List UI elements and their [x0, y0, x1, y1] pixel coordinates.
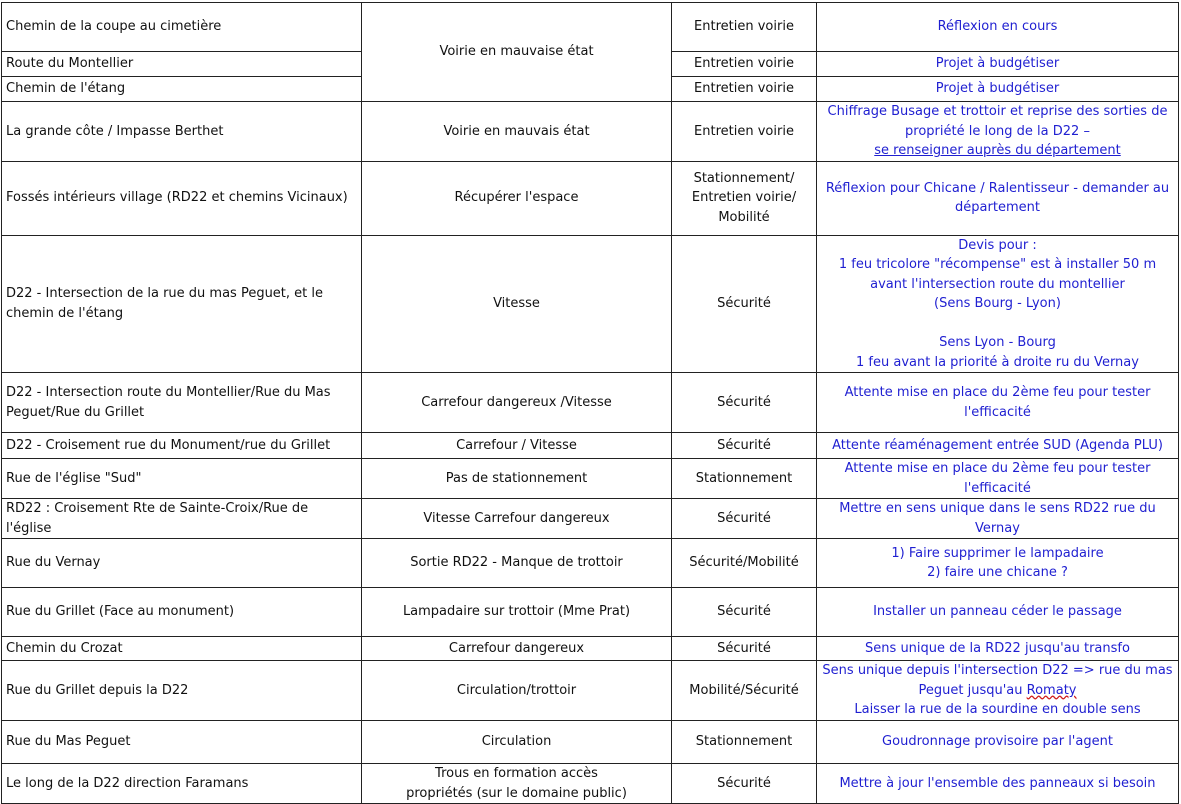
- action-cell: Sens unique depuis l'intersection D22 => rue du mas Peguet jusqu'au Romaty Laisser la rue de la sourdine en double sens: [817, 661, 1179, 721]
- location-cell: La grande côte / Impasse Berthet: [2, 102, 362, 162]
- action-cell: Mettre à jour l'ensemble des panneaux si besoin: [817, 764, 1179, 804]
- location-cell: Rue du Grillet depuis la D22: [2, 661, 362, 721]
- category-cell: Sécurité: [672, 499, 817, 539]
- category-cell: Sécurité: [672, 373, 817, 433]
- issue-cell: Vitesse: [362, 235, 672, 373]
- category-cell: Sécurité: [672, 235, 817, 373]
- action-cell: Réflexion pour Chicane / Ralentisseur - demander au département: [817, 161, 1179, 235]
- action-cell: Attente réaménagement entrée SUD (Agenda PLU): [817, 433, 1179, 459]
- issue-cell: Carrefour / Vitesse: [362, 433, 672, 459]
- table-row: [2, 764, 1179, 804]
- issue-cell: Sortie RD22 - Manque de trottoir: [362, 539, 672, 588]
- issue-cell-merged: Voirie en mauvaise état: [362, 3, 672, 102]
- table-row: [2, 373, 1179, 433]
- action-cell: Projet à budgétiser: [817, 52, 1179, 77]
- category-cell: Sécurité: [672, 433, 817, 459]
- table-row: [2, 102, 1179, 162]
- location-cell: Route du Montellier: [2, 52, 362, 77]
- location-cell: Fossés intérieurs village (RD22 et chemins Vicinaux): [2, 161, 362, 235]
- location-cell: Chemin de l'étang: [2, 77, 362, 102]
- category-cell: Entretien voirie: [672, 52, 817, 77]
- issue-cell: Trous en formation accès propriétés (sur le domaine public): [362, 764, 672, 804]
- table-row: [2, 433, 1179, 459]
- action-cell: Sens unique de la RD22 jusqu'au transfo: [817, 637, 1179, 661]
- location-cell: Le long de la D22 direction Faramans: [2, 764, 362, 804]
- table-row: [2, 235, 1179, 373]
- spellcheck-word: Romaty: [1026, 682, 1077, 698]
- category-cell: Entretien voirie: [672, 102, 817, 162]
- issue-cell: Circulation: [362, 721, 672, 764]
- location-cell: Rue de l'église "Sud": [2, 459, 362, 499]
- category-cell: Entretien voirie: [672, 77, 817, 102]
- category-cell: Stationnement: [672, 721, 817, 764]
- location-cell: D22 - Intersection de la rue du mas Peguet, et le chemin de l'étang: [2, 235, 362, 373]
- category-cell: Sécurité: [672, 637, 817, 661]
- category-cell: Sécurité: [672, 764, 817, 804]
- action-cell: Mettre en sens unique dans le sens RD22 rue du Vernay: [817, 499, 1179, 539]
- location-cell: D22 - Intersection route du Montellier/Rue du Mas Peguet/Rue du Grillet: [2, 373, 362, 433]
- action-cell: Réflexion en cours: [817, 3, 1179, 52]
- category-cell: Sécurité/Mobilité: [672, 539, 817, 588]
- category-cell: Stationnement: [672, 459, 817, 499]
- road-issues-table: [1, 2, 1179, 804]
- action-cell: Projet à budgétiser: [817, 77, 1179, 102]
- category-cell: Sécurité: [672, 588, 817, 637]
- location-cell: Chemin de la coupe au cimetière: [2, 3, 362, 52]
- issue-cell: Voirie en mauvais état: [362, 102, 672, 162]
- action-cell: Goudronnage provisoire par l'agent: [817, 721, 1179, 764]
- issue-cell: Vitesse Carrefour dangereux: [362, 499, 672, 539]
- issue-cell: Pas de stationnement: [362, 459, 672, 499]
- location-cell: Rue du Vernay: [2, 539, 362, 588]
- table-row: [2, 459, 1179, 499]
- location-cell: Rue du Grillet (Face au monument): [2, 588, 362, 637]
- table-row: [2, 539, 1179, 588]
- table-row: [2, 161, 1179, 235]
- location-cell: Chemin du Crozat: [2, 637, 362, 661]
- category-cell: Mobilité/Sécurité: [672, 661, 817, 721]
- category-cell: Stationnement/ Entretien voirie/ Mobilité: [672, 161, 817, 235]
- issue-cell: Carrefour dangereux: [362, 637, 672, 661]
- action-cell: Devis pour : 1 feu tricolore "récompense" est à installer 50 m avant l'intersection route du montellier (Sens Bourg - Lyon) Sens Lyon - Bourg 1 feu avant la priorité à droite ru du Vernay: [817, 235, 1179, 373]
- table-row: [2, 3, 1179, 52]
- table-row: [2, 637, 1179, 661]
- table-row: [2, 499, 1179, 539]
- location-cell: RD22 : Croisement Rte de Sainte-Croix/Rue de l'église: [2, 499, 362, 539]
- issue-cell: Lampadaire sur trottoir (Mme Prat): [362, 588, 672, 637]
- action-cell: Installer un panneau céder le passage: [817, 588, 1179, 637]
- action-cell: Attente mise en place du 2ème feu pour tester l'efficacité: [817, 373, 1179, 433]
- action-cell: Chiffrage Busage et trottoir et reprise des sorties de propriété le long de la D22 – se renseigner auprès du département: [817, 102, 1179, 162]
- location-cell: Rue du Mas Peguet: [2, 721, 362, 764]
- issue-cell: Circulation/trottoir: [362, 661, 672, 721]
- table-row: [2, 661, 1179, 721]
- location-cell: D22 - Croisement rue du Monument/rue du Grillet: [2, 433, 362, 459]
- table-row: [2, 588, 1179, 637]
- issue-cell: Récupérer l'espace: [362, 161, 672, 235]
- action-cell: 1) Faire supprimer le lampadaire 2) faire une chicane ?: [817, 539, 1179, 588]
- issue-cell: Carrefour dangereux /Vitesse: [362, 373, 672, 433]
- category-cell: Entretien voirie: [672, 3, 817, 52]
- action-cell: Attente mise en place du 2ème feu pour tester l'efficacité: [817, 459, 1179, 499]
- table-row: [2, 721, 1179, 764]
